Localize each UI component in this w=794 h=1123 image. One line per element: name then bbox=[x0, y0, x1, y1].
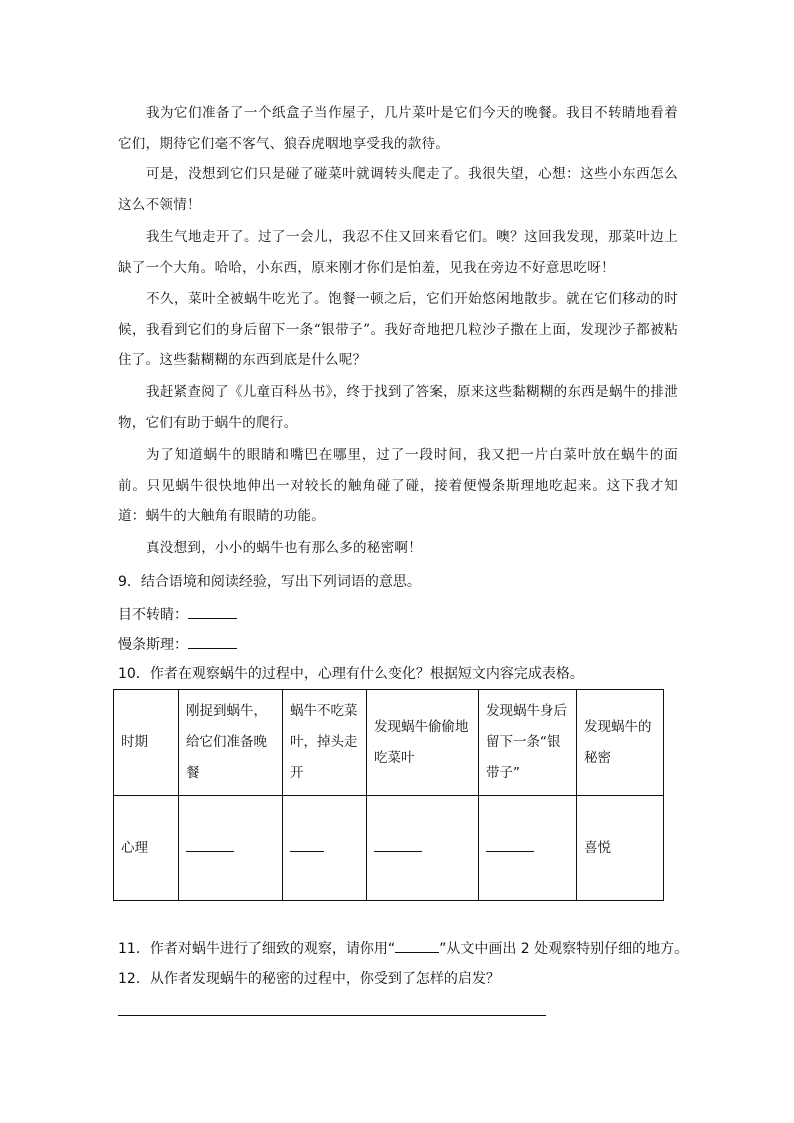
passage-paragraph-3: 我生气地走开了。过了一会儿，我忍不住又回来看它们。噢？这回我发现，那菜叶边上缺了一个大角。哈哈，小东西，原来刚才你们是怕羞，见我在旁边不好意思吃呀！ bbox=[118, 229, 678, 276]
question-11-after: ”从文中画出 2 处观察特别仔细的地方。 bbox=[439, 941, 689, 957]
period-cell-1: 刚捉到蜗牛，给它们准备晚餐 bbox=[179, 690, 283, 796]
mood-blank-4[interactable] bbox=[486, 837, 534, 852]
question-12-prompt: 12．从作者发现蜗牛的秘密的过程中，你受到了怎样的启发？ bbox=[118, 971, 500, 987]
row-label-period: 时期 bbox=[114, 690, 179, 796]
mood-blank-3[interactable] bbox=[374, 837, 422, 852]
mood-blank-2[interactable] bbox=[290, 837, 324, 852]
passage-paragraph-2: 可是，没想到它们只是碰了碰菜叶就调转头爬走了。我很失望，心想：这些小东西怎么这么不领情！ bbox=[118, 166, 678, 213]
mood-blank-1[interactable] bbox=[186, 837, 234, 852]
mood-cell-5: 喜悦 bbox=[577, 796, 664, 901]
mood-cell-1 bbox=[179, 796, 283, 901]
period-cell-2: 蜗牛不吃菜叶，掉头走开 bbox=[283, 690, 367, 796]
mood-cell-2 bbox=[283, 796, 367, 901]
passage-paragraph-1: 我为它们准备了一个纸盒子当作屋子，几片菜叶是它们今天的晚餐。我目不转睛地看着它们，期待它们毫不客气、狼吞虎咽地享受我的款待。 bbox=[118, 105, 678, 152]
row-label-mood: 心理 bbox=[114, 796, 179, 901]
mood-cell-3 bbox=[367, 796, 479, 901]
question-9-item-1 bbox=[118, 604, 237, 625]
period-cell-5: 发现蜗牛的秘密 bbox=[577, 690, 664, 796]
question-9-item-2 bbox=[118, 634, 237, 655]
passage-paragraph-4: 不久，菜叶全被蜗牛吃光了。饱餐一顿之后，它们开始悠闲地散步。就在它们移动的时候，我看到它们的身后留下一条“银带子”。我好奇地把几粒沙子撒在上面，发现沙子都被粘住了。这些黏糊糊的东西到底是什么呢？ bbox=[118, 291, 678, 368]
period-cell-4: 发现蜗牛身后留下一条“银带子” bbox=[479, 690, 577, 796]
question-10-prompt: 10．作者在观察蜗牛的过程中，心理有什么变化？根据短文内容完成表格。 bbox=[118, 666, 584, 682]
question-9-item-2-label: 慢条斯理： bbox=[118, 637, 188, 653]
period-cell-3: 发现蜗牛偷偷地吃菜叶 bbox=[367, 690, 479, 796]
mood-cell-4 bbox=[479, 796, 577, 901]
passage-paragraph-7: 真没想到，小小的蜗牛也有那么多的秘密啊！ bbox=[146, 540, 422, 556]
observation-table bbox=[113, 689, 664, 901]
question-9-prompt: 9．结合语境和阅读经验，写出下列词语的意思。 bbox=[118, 574, 421, 590]
passage-paragraph-6: 为了知道蜗牛的眼睛和嘴巴在哪里，过了一段时间，我又把一片白菜叶放在蜗牛的面前。只见蜗牛很快地伸出一对较长的触角碰了碰，接着便慢条斯理地吃起来。这下我才知道：蜗牛的大触角有眼睛的功能。 bbox=[118, 447, 678, 524]
question-11-before: 11．作者对蜗牛进行了细致的观察，请你用“ bbox=[118, 941, 396, 957]
question-9-item-1-label: 目不转睛： bbox=[118, 607, 188, 623]
answer-blank-2[interactable] bbox=[188, 634, 237, 649]
passage-paragraph-5: 我赶紧查阅了《儿童百科丛书》，终于找到了答案，原来这些黏糊糊的东西是蜗牛的排泄物，它们有助于蜗牛的爬行。 bbox=[118, 384, 678, 431]
question-12-answer-line[interactable] bbox=[118, 1015, 546, 1016]
underline-sample bbox=[395, 938, 439, 953]
question-11 bbox=[118, 938, 688, 959]
answer-blank-1[interactable] bbox=[188, 604, 237, 619]
